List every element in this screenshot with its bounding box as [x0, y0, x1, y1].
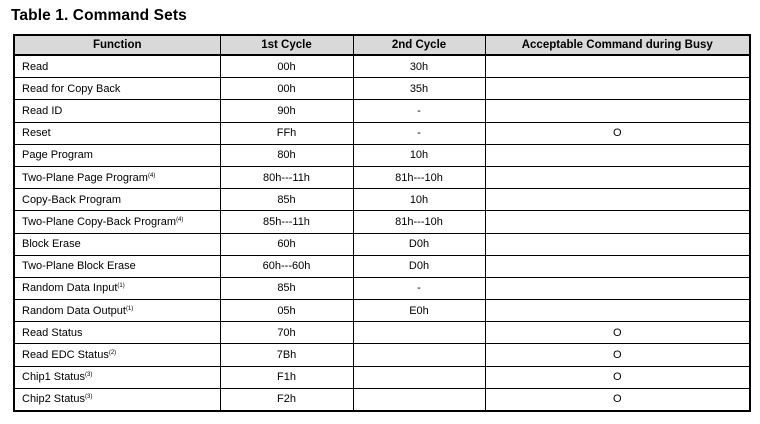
function-cell [14, 166, 220, 188]
footnote-marker: (1) [117, 283, 125, 290]
table-row [14, 78, 750, 100]
table-row [14, 322, 750, 344]
function-cell [14, 344, 220, 366]
command-sets-table [13, 34, 751, 412]
busy-acceptable-cell [485, 144, 750, 166]
function-cell [14, 78, 220, 100]
second-cycle-cell: 30h [353, 55, 485, 78]
function-name: Chip1 Status [22, 371, 85, 384]
function-cell [14, 189, 220, 211]
table-row [14, 255, 750, 277]
function-name: Copy-Back Program [22, 193, 122, 206]
first-cycle-cell: 90h [220, 100, 353, 122]
table-row [14, 277, 750, 299]
second-cycle-cell: 10h [353, 189, 485, 211]
busy-acceptable-cell: O [485, 344, 750, 366]
second-cycle-cell: 10h [353, 144, 485, 166]
function-name: Read ID [22, 104, 63, 117]
function-name: Block Erase [22, 238, 81, 251]
second-cycle-cell: - [353, 122, 485, 144]
function-name: Read for Copy Back [22, 82, 121, 95]
second-cycle-cell [353, 322, 485, 344]
table-row [14, 166, 750, 188]
first-cycle-cell: 60h [220, 233, 353, 255]
second-cycle-cell [353, 388, 485, 411]
first-cycle-cell: 7Bh [220, 344, 353, 366]
first-cycle-cell: 80h---11h [220, 166, 353, 188]
second-cycle-cell: D0h [353, 255, 485, 277]
function-name: Random Data Input [22, 282, 118, 295]
table-row [14, 55, 750, 78]
function-cell [14, 233, 220, 255]
first-cycle-cell: 85h [220, 277, 353, 299]
function-name: Page Program [22, 149, 93, 162]
footnote-marker: (1) [125, 305, 134, 312]
busy-acceptable-cell [485, 255, 750, 277]
function-cell [14, 122, 220, 144]
column-header-2nd-cycle: 2nd Cycle [353, 35, 485, 55]
busy-acceptable-cell [485, 189, 750, 211]
first-cycle-cell: 85h [220, 189, 353, 211]
function-cell [14, 277, 220, 299]
function-cell [14, 300, 220, 322]
function-cell [14, 55, 220, 78]
busy-acceptable-cell [485, 277, 750, 299]
second-cycle-cell: 35h [353, 78, 485, 100]
busy-acceptable-cell [485, 166, 750, 188]
function-cell [14, 366, 220, 388]
header-row [14, 35, 750, 55]
table-title: Table 1. Command Sets [11, 7, 187, 24]
table-row [14, 233, 750, 255]
function-name: Chip2 Status [22, 393, 85, 406]
second-cycle-cell: - [353, 100, 485, 122]
function-cell [14, 211, 220, 233]
footnote-marker: (4) [147, 172, 156, 179]
function-name: Read [22, 60, 49, 73]
second-cycle-cell: E0h [353, 300, 485, 322]
column-header-busy: Acceptable Command during Busy [485, 35, 750, 55]
busy-acceptable-cell: O [485, 122, 750, 144]
first-cycle-cell: F2h [220, 388, 353, 411]
table-row [14, 366, 750, 388]
first-cycle-cell: F1h [220, 366, 353, 388]
second-cycle-cell [353, 366, 485, 388]
footnote-marker: (3) [84, 394, 93, 401]
first-cycle-cell: 60h---60h [220, 255, 353, 277]
table-row [14, 388, 750, 411]
first-cycle-cell: 85h---11h [220, 211, 353, 233]
table-header [14, 35, 750, 55]
busy-acceptable-cell [485, 300, 750, 322]
second-cycle-cell: 81h---10h [353, 211, 485, 233]
table-row [14, 344, 750, 366]
busy-acceptable-cell [485, 211, 750, 233]
busy-acceptable-cell: O [485, 322, 750, 344]
table-body [14, 55, 750, 411]
column-header-1st-cycle: 1st Cycle [220, 35, 353, 55]
busy-acceptable-cell [485, 78, 750, 100]
first-cycle-cell: 80h [220, 144, 353, 166]
footnote-marker: (4) [176, 216, 184, 223]
function-name: Read EDC Status [22, 349, 109, 362]
second-cycle-cell: 81h---10h [353, 166, 485, 188]
function-name: Two-Plane Block Erase [22, 260, 136, 273]
function-name: Two-Plane Copy-Back Program [22, 215, 177, 228]
table-row [14, 100, 750, 122]
busy-acceptable-cell: O [485, 366, 750, 388]
footnote-marker: (2) [108, 350, 117, 357]
second-cycle-cell: - [353, 277, 485, 299]
busy-acceptable-cell [485, 233, 750, 255]
function-name: Random Data Output [22, 304, 126, 317]
table-row [14, 189, 750, 211]
function-cell [14, 100, 220, 122]
function-cell [14, 322, 220, 344]
table-row [14, 300, 750, 322]
footnote-marker: (3) [84, 372, 93, 379]
table-row [14, 211, 750, 233]
busy-acceptable-cell: O [485, 388, 750, 411]
function-name: Reset [22, 127, 51, 140]
table-row [14, 122, 750, 144]
column-header-function: Function [14, 35, 220, 55]
table-row [14, 144, 750, 166]
busy-acceptable-cell [485, 100, 750, 122]
second-cycle-cell: D0h [353, 233, 485, 255]
first-cycle-cell: 70h [220, 322, 353, 344]
function-name: Read Status [22, 326, 83, 339]
first-cycle-cell: 05h [220, 300, 353, 322]
function-cell [14, 255, 220, 277]
busy-acceptable-cell [485, 55, 750, 78]
function-cell [14, 144, 220, 166]
function-name: Two-Plane Page Program [22, 171, 148, 184]
first-cycle-cell: FFh [220, 122, 353, 144]
first-cycle-cell: 00h [220, 55, 353, 78]
function-cell [14, 388, 220, 411]
second-cycle-cell [353, 344, 485, 366]
first-cycle-cell: 00h [220, 78, 353, 100]
